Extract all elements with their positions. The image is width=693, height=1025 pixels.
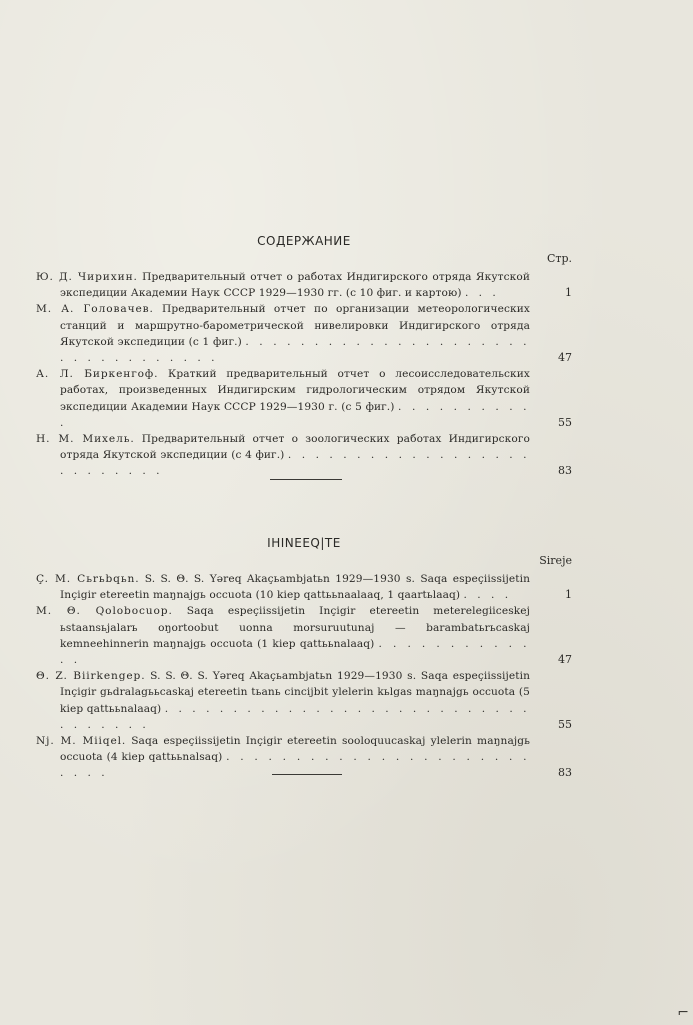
entry-page-number: 47 [558, 351, 572, 365]
entry-page-number: 83 [558, 464, 572, 478]
dot-leaders: . . . . [463, 589, 512, 602]
entry-title: Предварительный отчет о зоологических работах Индигирского отряда Якутской экспедиции (с 4 фиг.) [60, 433, 530, 462]
entry-page-number: 1 [565, 286, 572, 300]
toc-entry[interactable] [36, 431, 572, 480]
toc-title-russian: СОДЕРЖАНИЕ [257, 234, 351, 248]
dot-leaders: . . . [464, 287, 500, 300]
toc-entry[interactable] [36, 668, 572, 733]
dot-leaders: . . . . . . . . . . . . . . . . . . . . . . . . . . . . . . . . . [60, 335, 530, 365]
toc-entry[interactable] [36, 366, 572, 431]
entry-author: Н. М. Михель. [36, 433, 135, 446]
entry-author: Θ. Z. Biirkengep. [36, 670, 146, 683]
toc-entry[interactable] [36, 571, 572, 603]
entry-title: S. S. Θ. S. Yəreq Akaçьambjatьn 1929—1930 s. Saqa espeçiissijetin Inçigir gьdralagььcaskaj etereetin tьanь cincijbit ylelerin kьlgas maŋnajgь occuota (5 kiep qattььnalaaq) [60, 670, 530, 715]
entry-title: S. S. Θ. S. Yəreq Akaçьambjatьn 1929—1930 s. Saqa espeçiissijetin Inçigir etereetin maŋnajgь occuota (10 kiep qattььnaalaaq, 1 qaartьlaaq) [60, 573, 530, 602]
toc-yakut [36, 536, 572, 782]
entry-page-number: 47 [558, 653, 572, 667]
dot-leaders: . . . . . . . . . . . . . . . . . . . . . . . . . . [60, 751, 530, 780]
entry-page-number: 1 [565, 588, 572, 602]
toc-title-yakut: IHINEEQ|TE [267, 536, 341, 550]
entry-page-number: 55 [558, 415, 572, 429]
page-corner-mark: ⌐ [677, 1005, 689, 1021]
entry-author: Ю. Д. Чирихин. [36, 271, 138, 283]
entry-page-number: 83 [558, 766, 572, 780]
dot-leaders: . . . . . . . . . . . . . . . . . . . . . . . . . . . . . . . . . . [60, 702, 530, 731]
dot-leaders: . . . . . . . . . . . [60, 400, 531, 429]
entry-page-number: 55 [558, 717, 572, 731]
entry-title: Предварительный отчет о работах Индигирского отряда Якутской экспедиции Академии Наук СССР 1929—1930 гг. (с 10 фиг. и картою) [60, 271, 530, 300]
dot-leaders: . . . . . . . . . . . . . [60, 637, 531, 667]
dot-leaders: . . . . . . . . . . . . . . . . . . . . . . . . . . [60, 449, 530, 478]
entry-author: M. Θ. Qolobocuop. [36, 605, 173, 618]
entry-title: Предварительный отчет по организации метеорологических станций и маршрутно-барометрической нивелировки Индигирского отряда Якутской экспедиции (с 1 фиг.) [60, 303, 531, 348]
entry-author: М. А. Головачев. [36, 303, 154, 316]
toc-entry[interactable] [36, 301, 572, 366]
entry-title: Saqa espeçiissijetin Inçigir etereetin meterelegiiceskej ьstaansьjalarь oŋortoobut uonna morsuruutunaj — barambatьrьcaskaj kemneehinnerin maŋnajgь occuota (1 kiep qattььnalaaq) [60, 605, 531, 650]
section-divider [272, 774, 342, 775]
page-column-header-yakut: Sireje [539, 554, 572, 567]
entry-author: Nj. M. Miiqel. [36, 735, 127, 748]
section-divider [270, 479, 342, 480]
toc-entry[interactable] [36, 269, 572, 301]
entry-author: А. Л. Биркенгоф. [36, 368, 159, 381]
toc-entry[interactable] [36, 603, 572, 668]
page-column-header-russian: Стр. [546, 252, 572, 265]
entry-author: Ç. M. Сьrьbqьn. [36, 573, 140, 585]
toc-russian [36, 234, 572, 480]
entry-title: Краткий предварительный отчет о лесоисследовательских работах, произведенных Индигирским гидрологическим отрядом Якутской экспедиции Академии Наук СССР 1929—1930 г. (с 5 фиг.) [60, 368, 530, 413]
entry-title: Saqa espeçiissijetin Inçigir etereetin sooloquucaskaj ylelerin maŋnajgь occuota (4 kiep qattььnalsaq) [60, 735, 531, 764]
